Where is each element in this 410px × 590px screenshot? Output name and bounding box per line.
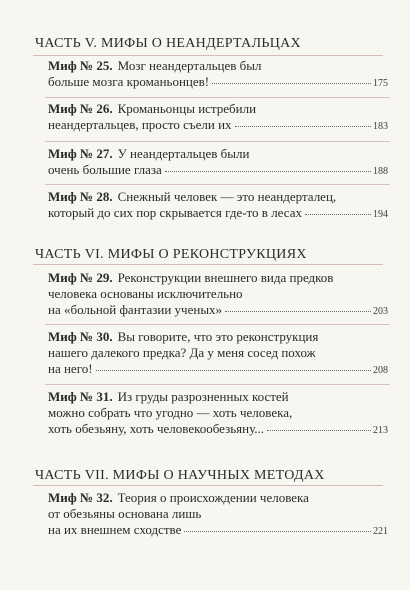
myth-divider (45, 97, 390, 98)
myth-26-line-2: неандертальцев, просто съели их (48, 117, 232, 132)
dot-leader (225, 311, 371, 312)
dot-leader (184, 531, 371, 532)
myth-32-line-1: Теория о происхождении человека (117, 490, 309, 505)
myth-30-line-1: Вы говорите, что это реконструкция (117, 329, 319, 344)
myth-27-entry[interactable] (48, 146, 388, 178)
myth-25-entry[interactable] (48, 58, 388, 90)
myth-27-page: 188 (373, 166, 388, 177)
myth-27-label: Миф № 27. (48, 146, 113, 161)
myth-29-line-3: на «больной фантазии ученых» (48, 302, 223, 317)
myth-divider (45, 384, 390, 385)
part-6-rule (33, 264, 383, 265)
part-6-heading: ЧАСТЬ VI. МИФЫ О РЕКОНСТРУКЦИЯХ (35, 247, 307, 262)
myth-31-label: Миф № 31. (48, 389, 113, 404)
myth-28-page: 194 (373, 209, 388, 220)
myth-26-page: 183 (373, 121, 388, 132)
myth-29-line-1: Реконструкции внешнего вида предков (117, 270, 334, 285)
myth-30-page: 208 (373, 365, 388, 376)
myth-divider (45, 141, 390, 142)
dot-leader (267, 430, 371, 431)
myth-31-line-3: хоть обезьяну, хоть человекообезьяну... (48, 421, 265, 436)
dot-leader (165, 171, 371, 172)
part-5-rule (33, 55, 383, 56)
myth-30-line-2: нашего далекого предка? Да у меня сосед похож (48, 345, 316, 360)
myth-25-label: Миф № 25. (48, 58, 113, 73)
myth-28-label: Миф № 28. (48, 189, 113, 204)
myth-divider (45, 184, 390, 185)
myth-32-page: 221 (373, 526, 388, 537)
myth-28-line-1: Снежный человек — это неандерталец, (117, 189, 337, 204)
part-7-rule (33, 485, 383, 486)
myth-29-label: Миф № 29. (48, 270, 113, 285)
part-5-heading: ЧАСТЬ V. МИФЫ О НЕАНДЕРТАЛЬЦАХ (35, 36, 301, 51)
myth-31-line-1: Из груды разрозненных костей (117, 389, 289, 404)
myth-31-page: 213 (373, 425, 388, 436)
myth-29-page: 203 (373, 306, 388, 317)
myth-30-label: Миф № 30. (48, 329, 113, 344)
myth-25-line-1: Мозг неандертальцев был (117, 58, 262, 73)
myth-26-entry[interactable] (48, 101, 388, 133)
myth-25-page: 175 (373, 78, 388, 89)
myth-31-line-2: можно собрать что угодно — хоть человека, (48, 405, 293, 420)
myth-32-line-3: на их внешнем сходстве (48, 522, 182, 537)
dot-leader (235, 126, 371, 127)
dot-leader (96, 370, 371, 371)
myth-28-entry[interactable] (48, 189, 388, 221)
dot-leader (305, 214, 371, 215)
myth-27-line-1: У неандертальцев были (117, 146, 250, 161)
myth-31-entry[interactable] (48, 389, 388, 437)
myth-30-line-3: на него! (48, 361, 93, 376)
myth-28-line-2: который до сих пор скрывается где-то в лесах (48, 205, 302, 220)
dot-leader (212, 83, 371, 84)
myth-32-label: Миф № 32. (48, 490, 113, 505)
myth-26-line-1: Кроманьонцы истребили (117, 101, 257, 116)
myth-32-line-2: от обезьяны основана лишь (48, 506, 202, 521)
myth-25-line-2: больше мозга кроманьонцев! (48, 74, 210, 89)
myth-29-line-2: человека основаны исключительно (48, 286, 243, 301)
part-7-heading: ЧАСТЬ VII. МИФЫ О НАУЧНЫХ МЕТОДАХ (35, 468, 325, 483)
myth-29-entry[interactable] (48, 270, 388, 318)
myth-30-entry[interactable] (48, 329, 388, 377)
myth-32-entry[interactable] (48, 490, 388, 538)
myth-divider (45, 324, 390, 325)
myth-26-label: Миф № 26. (48, 101, 113, 116)
myth-27-line-2: очень большие глаза (48, 162, 162, 177)
